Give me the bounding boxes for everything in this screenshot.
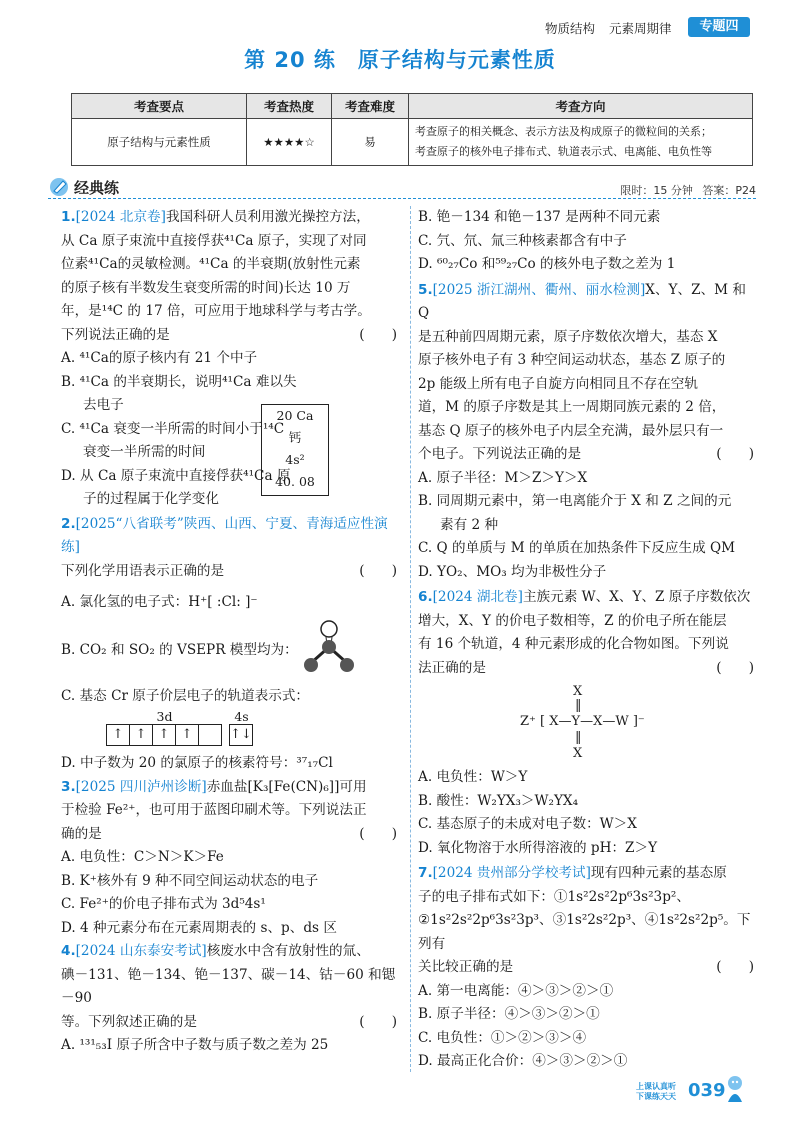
question-source: [2025“八省联考”陕西、山西、宁夏、青海适应性演练] xyxy=(61,515,388,555)
table-cell-difficulty: 易 xyxy=(332,119,409,166)
mascot-icon xyxy=(724,1074,746,1104)
orbital-cell: ↑ xyxy=(152,724,176,746)
section-meta xyxy=(614,182,756,198)
question-text: 于检验 Fe²⁺，也可用于蓝图印刷术等。下列说法正 xyxy=(61,802,367,818)
option-a[interactable]: A. 第一电离能：④＞③＞②＞① xyxy=(418,982,614,999)
orbital-cell: ↑ xyxy=(106,724,130,746)
table-cell-heat: ★★★★☆ xyxy=(247,119,332,166)
option-b[interactable]: B. ⁴¹Ca 的半衰期长，说明⁴¹Ca 难以失 xyxy=(61,373,297,390)
answer-blank[interactable]: ( ) xyxy=(359,1013,397,1030)
question-text: 核废水中含有放射性的氚、 xyxy=(206,943,370,959)
element-card xyxy=(261,404,329,496)
orbital-cell: ↑↓ xyxy=(229,724,253,746)
exercise-number: 第 20 练 xyxy=(244,48,336,72)
option-d[interactable]: D. YO₂、MO₃ 均为非极性分子 xyxy=(418,563,607,580)
question-stem-line xyxy=(61,513,401,560)
option-a[interactable]: A. ⁴¹Ca的原子核内有 21 个中子 xyxy=(61,350,258,366)
overview-table xyxy=(71,93,753,166)
question-stem-line xyxy=(418,586,758,610)
question-ask-text: 法正确的是 xyxy=(418,659,486,676)
question-5 xyxy=(418,279,758,585)
direction-line: 考查原子的核外电子排布式、轨道表示式、电离能、电负性等 xyxy=(415,145,712,158)
option-d[interactable]: D. 从 Ca 原子束流中直接俘获⁴¹Ca 原 xyxy=(61,467,291,484)
question-ask xyxy=(418,443,758,467)
question-ask-text: 关比较正确的是 xyxy=(418,959,514,975)
option-b-cont: 去电子 xyxy=(83,397,124,413)
answer-blank[interactable]: ( ) xyxy=(716,659,754,676)
question-6 xyxy=(418,586,758,860)
topic-tag: 专题四 xyxy=(688,17,750,37)
table-header: 考查要点 xyxy=(72,94,247,119)
option-b[interactable]: B. 同周期元素中，第一电离能介于 X 和 Z 之间的元 xyxy=(418,493,732,509)
answer-blank[interactable]: ( ) xyxy=(359,562,397,579)
double-bond: ‖ xyxy=(575,730,582,745)
question-text: 赤血盐[K₃[Fe(CN)₆]]可用 xyxy=(206,778,367,795)
footer-slogan-line: 上课认真听 xyxy=(636,1082,676,1091)
option-d[interactable]: D. 氧化物溶于水所得溶液的 pH：Z＞Y xyxy=(418,839,658,856)
answer-blank[interactable]: ( ) xyxy=(359,825,397,842)
question-text: 我国科研人员利用激光操控方法， xyxy=(165,209,370,225)
footer-slogan xyxy=(636,1082,688,1102)
question-number: 2. xyxy=(61,515,76,532)
table-header-row xyxy=(72,94,753,119)
question-number: 1. xyxy=(61,209,76,225)
question-ask xyxy=(61,324,401,348)
orbital-label: 3d xyxy=(156,709,173,724)
right-column xyxy=(418,206,758,1074)
option-d[interactable]: D. ⁶⁰₂₇Co 和⁵⁹₂₇Co 的核外电子数之差为 1 xyxy=(418,256,676,272)
header-topics xyxy=(545,19,682,37)
answer-ref: 答案：P24 xyxy=(702,184,756,197)
column-divider xyxy=(410,206,411,1072)
question-text: 子的电子排布式如下：①1s²2s²2p⁶3s²3p²、 xyxy=(418,888,690,905)
header-topic-1: 物质结构 xyxy=(545,21,596,36)
option-c[interactable]: C. 基态原子的未成对电子数：W＞X xyxy=(418,816,637,832)
direction-line: 考查原子的相关概念、表示方法及构成原子的微粒间的关系； xyxy=(415,125,712,138)
option-a[interactable]: A. ¹³¹₅₃I 原子所含中子数与质子数之差为 25 xyxy=(61,1037,329,1053)
question-text: 基态 Q 原子的核外电子内层全充满，最外层只有一 xyxy=(418,422,724,439)
answer-blank[interactable]: ( ) xyxy=(716,959,754,975)
atom-label: X xyxy=(573,684,583,699)
page-number: 039 xyxy=(688,1080,726,1101)
option-b[interactable]: B. 铯－134 和铯－137 是两种不同元素 xyxy=(418,209,661,225)
table-header: 考查方向 xyxy=(409,94,753,119)
time-limit: 限时：15 分钟 xyxy=(620,184,693,197)
section-header xyxy=(48,176,756,198)
option-c[interactable]: C. 氕、氘、氚三种核素都含有中子 xyxy=(418,232,627,249)
question-text: 是五种前四周期元素，原子序数依次增大，基态 X xyxy=(418,328,718,345)
table-cell-point: 原子结构与元素性质 xyxy=(72,119,247,166)
option-d-cont: 子的过程属于化学变化 xyxy=(83,491,219,507)
structure-diagram xyxy=(418,680,758,766)
page-title xyxy=(0,44,800,74)
question-stem-line xyxy=(61,206,401,230)
question-number: 7. xyxy=(418,865,433,881)
answer-blank[interactable]: ( ) xyxy=(716,446,754,462)
element-config: 4s² xyxy=(285,452,305,467)
question-text: 原子核外电子有 3 种空间运动状态，基态 Z 原子的 xyxy=(418,352,726,368)
question-text: 主族元素 W、X、Y、Z 原子序数依次 xyxy=(522,589,751,605)
orbital-label: 4s xyxy=(234,709,249,724)
question-3 xyxy=(61,776,401,941)
question-source: [2025 浙江湖州、衢州、丽水检测] xyxy=(432,281,646,298)
question-number: 4. xyxy=(61,943,76,959)
answer-blank[interactable]: ( ) xyxy=(359,326,397,343)
question-2 xyxy=(61,513,401,776)
question-text: 现有四种元素的基态原 xyxy=(590,865,727,881)
question-source: [2024 湖北卷] xyxy=(432,589,523,605)
question-number: 6. xyxy=(418,589,433,605)
question-ask xyxy=(61,823,401,847)
orbital-3d xyxy=(107,710,222,746)
question-text: 道，M 的原子序数是其上一周期同族元素的 2 倍， xyxy=(418,399,726,415)
orbital-cell xyxy=(198,724,222,746)
option-c[interactable]: C. Q 的单质与 M 的单质在加热条件下反应生成 QM xyxy=(418,540,736,556)
question-7 xyxy=(418,862,758,1074)
question-text: 有 16 个轨道，4 种元素形成的化合物如图。下列说 xyxy=(418,636,729,652)
question-4 xyxy=(61,940,401,1058)
question-number: 3. xyxy=(61,778,76,795)
question-ask xyxy=(61,1011,401,1035)
page-footer xyxy=(636,1080,740,1106)
question-ask-text: 下列化学用语表示正确的是 xyxy=(61,562,225,579)
question-text: ②1s²2s²2p⁶3s²3p³、③1s²2s²2p³、④1s²2s²2p⁵。下列有 xyxy=(418,912,751,952)
option-a[interactable]: A. 电负性：C＞N＞K＞Fe xyxy=(61,849,224,865)
option-a[interactable]: A. 原子半径：M＞Z＞Y＞X xyxy=(418,469,588,486)
question-text: 从 Ca 原子束流中直接俘获⁴¹Ca 原子，实现了对同 xyxy=(61,232,367,249)
option-c-cont: 衰变一半所需的时间 xyxy=(83,444,206,460)
question-stem-line xyxy=(61,940,401,964)
option-b[interactable]: B. CO₂ 和 SO₂ 的 VSEPR 模型均为： xyxy=(61,641,298,658)
option-c[interactable]: C. ⁴¹Ca 衰变一半所需的时间小于¹⁴C xyxy=(61,420,285,437)
option-b[interactable]: B. 原子半径：④＞③＞②＞① xyxy=(418,1006,600,1022)
option-b[interactable]: B. K⁺核外有 9 种不同空间运动状态的电子 xyxy=(61,872,319,889)
element-symbol: 20 Ca xyxy=(276,408,314,423)
orbital-cell: ↑ xyxy=(175,724,199,746)
option-b-cont: 素有 2 种 xyxy=(440,516,499,533)
section-divider xyxy=(48,198,756,199)
question-source: [2024 北京卷] xyxy=(75,209,166,225)
question-ask xyxy=(418,657,758,681)
vsepr-model-icon xyxy=(297,617,361,681)
question-1 xyxy=(61,206,401,512)
question-ask-text: 个电子。下列说法正确的是 xyxy=(418,446,582,462)
orbital-diagram xyxy=(107,710,401,746)
option-b-row xyxy=(61,615,401,685)
question-source: [2024 山东泰安考试] xyxy=(75,943,207,959)
question-text: 年，是¹⁴C 的 17 倍，可应用于地球科学与考古学。 xyxy=(61,303,371,319)
option-a[interactable]: A. 电负性：W＞Y xyxy=(418,769,528,785)
table-cell-direction xyxy=(409,119,753,166)
option-b[interactable]: B. 酸性：W₂YX₃＞W₂YX₄ xyxy=(418,792,579,809)
double-bond: ‖ xyxy=(575,698,582,713)
question-ask-text: 等。下列叙述正确的是 xyxy=(61,1013,197,1030)
question-stem-line xyxy=(418,279,758,326)
footer-slogan-line: 下课练天天 xyxy=(636,1092,676,1101)
atom-label: X xyxy=(573,746,583,761)
question-source: [2025 四川泸州诊断] xyxy=(75,778,207,795)
question-text: 的原子核有半数发生衰变所需的时间)长达 10 万 xyxy=(61,279,351,296)
header-topic-2: 元素周期律 xyxy=(609,21,672,36)
question-text: 碘－131、铯－134、铯－137、碳－14、钴－60 和锶－90 xyxy=(61,966,396,1006)
question-text: 增大，X、Y 的价电子数相等，Z 的价电子所在能层 xyxy=(418,612,727,629)
section-label: 经典练 xyxy=(74,179,120,197)
question-ask-text: 确的是 xyxy=(61,825,102,842)
question-number: 5. xyxy=(418,281,433,298)
element-mass: 40. 08 xyxy=(275,474,315,489)
question-source: [2024 贵州部分学校考试] xyxy=(432,865,591,881)
question-ask xyxy=(418,956,758,980)
table-header: 考查热度 xyxy=(247,94,332,119)
exercise-title: 原子结构与元素性质 xyxy=(357,48,556,72)
option-a[interactable]: A. 氯化氢的电子式：H⁺[ :Cl: ]⁻ xyxy=(61,594,258,610)
pencil-circle-icon xyxy=(48,176,72,198)
option-c[interactable]: C. 基态 Cr 原子价层电子的轨道表示式： xyxy=(61,687,310,704)
left-column xyxy=(61,206,401,1058)
orbital-4s xyxy=(230,710,253,746)
table-row xyxy=(72,119,753,166)
option-d[interactable]: D. 中子数为 20 的氯原子的核素符号：³⁷₁₇Cl xyxy=(61,755,333,771)
question-text: 2p 能级上所有电子自旋方向相同且不存在空轨 xyxy=(418,375,698,392)
question-stem-line xyxy=(418,862,758,886)
structure-main: Z⁺ [ X—Y—X—W ]⁻ xyxy=(520,714,645,729)
element-name: 钙 xyxy=(288,430,302,445)
question-ask xyxy=(61,560,401,584)
table-header: 考查难度 xyxy=(332,94,409,119)
option-c[interactable]: C. 电负性：①＞②＞③＞④ xyxy=(418,1029,587,1046)
question-stem-line xyxy=(61,776,401,800)
option-d[interactable]: D. 4 种元素分布在元素周期表的 s、p、ds 区 xyxy=(61,919,337,936)
option-c[interactable]: C. Fe²⁺的价电子排布式为 3d⁵4s¹ xyxy=(61,896,266,912)
question-text: 位素⁴¹Ca的灵敏检测。⁴¹Ca 的半衰期(放射性元素 xyxy=(61,256,361,272)
option-d[interactable]: D. 最高正化合价：④＞③＞②＞① xyxy=(418,1053,628,1069)
question-text: X、Y、Z、M 和 Q xyxy=(418,281,746,321)
question-ask-text: 下列说法正确的是 xyxy=(61,326,170,343)
orbital-cell: ↑ xyxy=(129,724,153,746)
